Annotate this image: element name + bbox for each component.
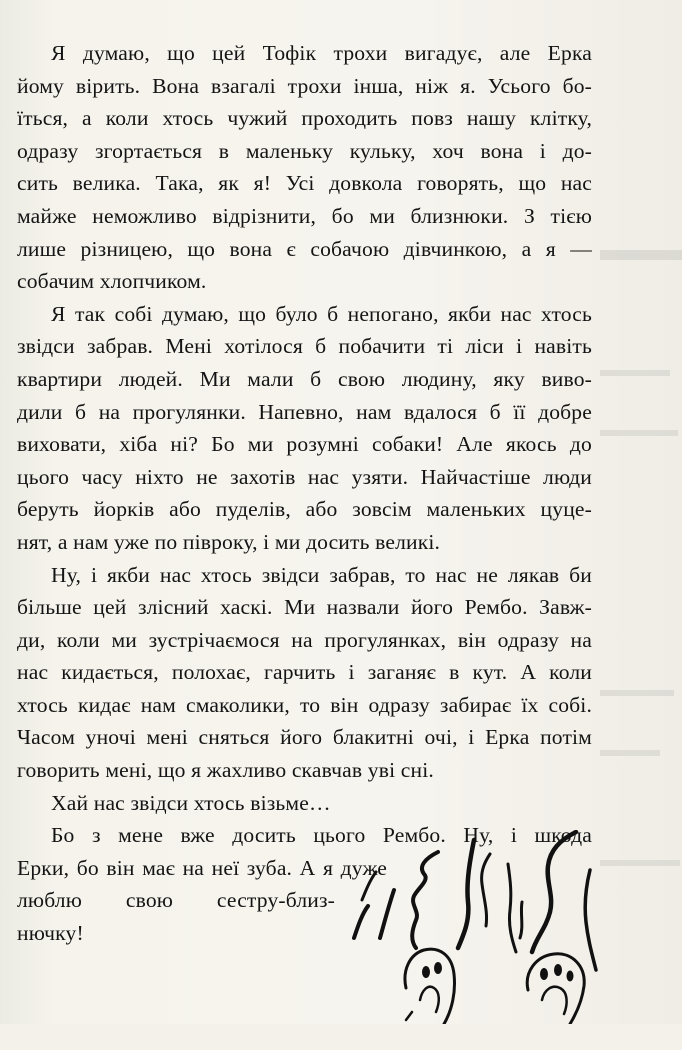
text-line: беруть йорків або пуделів, або зовсім маленьких цуце- [17,497,592,522]
text-line: хтось кидає нам смаколики, то він одразу забирає їх собі. [17,692,592,717]
text-line: їться, а коли хтось чужий проходить повз нашу клітку, [17,106,592,131]
text-line: Я думаю, що цей Тофік трохи вигадує, але Ерка [51,41,592,65]
text-line: звідси забрав. Мені хотілося б побачити ті ліси і навіть [17,334,592,359]
text-line: майже неможливо відрізнити, бо ми близнюки. З тією [17,203,592,228]
text-line: лише різницею, що вона є собачою дівчинкою, а я — [17,236,592,261]
text-line: нас кидається, полохає, гарчить і заганяє в кут. А коли [17,660,592,685]
text-line: ди, коли ми зустрічаємося на прогулянках, він одразу на [17,627,592,652]
text-line: говорить мені, що я жахливо скавчав уві сні. [17,758,434,783]
text-line: йому вірить. Вона взагалі трохи інша, ніж я. Усього бо- [17,73,592,98]
text-line: одразу згортається в маленьку кульку, хоч вона і до- [17,138,592,163]
dog-paws-sketch-icon [340,830,682,1024]
text-line: цього часу ніхто не захотів нас узяти. Найчастіше люди [17,464,592,489]
text-line: Я так собі думаю, що було б непогано, якби нас хтось [51,301,592,326]
text-line: собачим хлопчиком. [17,269,207,294]
text-line: Ну, і якби нас хтось звідси забрав, то нас не лякав би [51,562,592,587]
text-line: Часом уночі мені сняться його блакитні очі, і Ерка потім [17,725,592,750]
text-line: Бо з мене вже досить цього Рембо. Ну, і шкода [51,823,592,848]
body-text [17,37,592,950]
text-line: люблю свою сестру-близ- [17,888,335,913]
text-line: нючку! [17,921,84,946]
text-line: нят, а нам уже по півроку, і ми досить великі. [17,529,441,554]
text-line: Ерки, бо він має на неї зуба. А я дуже [17,855,387,880]
text-line: виховати, хіба ні? Бо ми розумні собаки! Але якось до [17,432,592,457]
text-line: дили б на прогулянки. Напевно, нам вдалося б її добре [17,399,592,424]
text-line: більше цей злісний хаскі. Ми назвали його Рембо. Завж- [17,595,592,620]
text-line: Хай нас звідси хтось візьме… [51,790,331,815]
text-line: квартири людей. Ми мали б свою людину, яку виво- [17,366,592,391]
text-line: сить велика. Така, як я! Усі довкола говорять, що нас [17,171,592,196]
